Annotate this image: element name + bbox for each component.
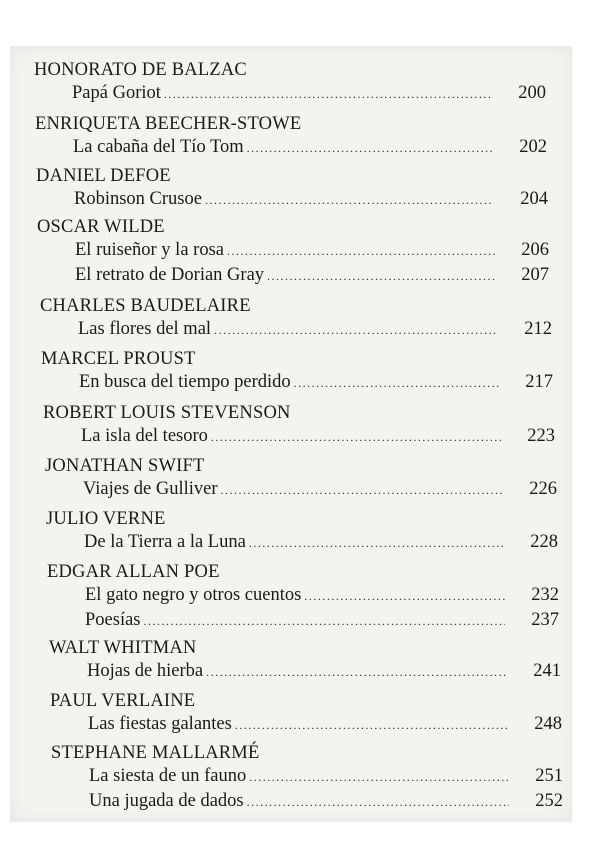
work-line: [37, 238, 549, 263]
work-title: El ruiseñor y la rosa: [75, 240, 224, 260]
dot-leader: [249, 765, 509, 789]
toc-entry-balzac: [34, 59, 546, 106]
toc-entry-baudelaire: [40, 295, 552, 342]
work-line: [40, 317, 552, 342]
dot-leader: [267, 264, 495, 288]
work-line: [47, 583, 559, 608]
work-title: De la Tierra a la Luna: [84, 532, 246, 552]
work-title: En busca del tiempo perdido: [79, 372, 291, 392]
page-number: 202: [519, 137, 547, 157]
dot-leader: [214, 318, 498, 342]
toc-entry-mallarme: [51, 742, 563, 814]
page-number: 217: [525, 372, 553, 392]
page-number: 223: [527, 426, 555, 446]
work-line: [35, 135, 547, 160]
work-line: [51, 789, 563, 814]
author-name: ENRIQUETA BEECHER-STOWE: [35, 114, 302, 134]
dot-leader: [294, 371, 499, 395]
page-number: 206: [521, 240, 549, 260]
work-line: [43, 424, 555, 449]
author-name: EDGAR ALLAN POE: [47, 562, 220, 582]
toc-entry-beecher-stowe: [35, 113, 547, 160]
dot-leader: [304, 584, 505, 608]
author-name: OSCAR WILDE: [37, 217, 165, 237]
page-number: 200: [518, 83, 546, 103]
page-number: 207: [521, 265, 549, 285]
work-title: Papá Goriot: [72, 83, 161, 103]
dot-leader: [206, 660, 507, 684]
author-name: PAUL VERLAINE: [50, 691, 196, 711]
author-name: JONATHAN SWIFT: [45, 456, 205, 476]
work-line: [45, 477, 557, 502]
dot-leader: [247, 136, 493, 160]
work-line: [34, 81, 546, 106]
dot-leader: [211, 425, 501, 449]
work-title: El gato negro y otros cuentos: [85, 585, 302, 605]
page-number: 232: [531, 585, 559, 605]
author-name: HONORATO DE BALZAC: [34, 60, 247, 80]
dot-leader: [249, 531, 504, 555]
work-line: [49, 659, 561, 684]
dot-leader: [205, 188, 494, 212]
toc-entry-stevenson: [43, 402, 555, 449]
author-name: WALT WHITMAN: [49, 638, 197, 658]
page-number: 241: [533, 661, 561, 681]
work-title: El retrato de Dorian Gray: [75, 265, 265, 285]
toc-entry-swift: [45, 455, 557, 502]
page-number: 212: [524, 319, 552, 339]
work-title: Las fiestas galantes: [88, 714, 232, 734]
work-line: [46, 530, 558, 555]
work-title: Hojas de hierba: [87, 661, 204, 681]
work-line: [36, 187, 548, 212]
dot-leader: [221, 478, 503, 502]
page-number: 228: [530, 532, 558, 552]
work-line: [50, 712, 562, 737]
work-line: [37, 263, 549, 288]
page-number: 251: [535, 766, 563, 786]
toc-entry-verlaine: [50, 690, 562, 737]
work-line: [47, 608, 559, 633]
author-name: STEPHANE MALLARMÉ: [51, 743, 260, 763]
author-name: ROBERT LOUIS STEVENSON: [43, 403, 291, 423]
work-title: Las flores del mal: [78, 319, 212, 339]
work-line: [51, 764, 563, 789]
toc-entry-wilde: [37, 216, 549, 288]
page-number: 226: [529, 479, 557, 499]
toc-entry-verne: [46, 508, 558, 555]
work-title: Una jugada de dados: [89, 791, 244, 811]
work-title: Robinson Crusoe: [74, 189, 202, 209]
work-title: Viajes de Gulliver: [83, 479, 218, 499]
page-number: 248: [534, 714, 562, 734]
author-name: JULIO VERNE: [46, 509, 166, 529]
work-title: La siesta de un fauno: [89, 766, 247, 786]
work-title: La cabaña del Tío Tom: [73, 137, 244, 157]
author-name: CHARLES BAUDELAIRE: [40, 296, 251, 316]
page-number: 204: [520, 189, 548, 209]
work-title: Poesías: [85, 610, 141, 630]
dot-leader: [227, 239, 495, 263]
author-name: DANIEL DEFOE: [36, 166, 171, 186]
dot-leader: [235, 713, 508, 737]
dot-leader: [247, 790, 509, 814]
dot-leader: [164, 82, 492, 106]
toc-entry-defoe: [36, 165, 548, 212]
work-line: [41, 370, 553, 395]
page-number: 252: [535, 791, 563, 811]
author-name: MARCEL PROUST: [41, 349, 196, 369]
toc-entry-poe: [47, 561, 559, 633]
work-title: La isla del tesoro: [81, 426, 208, 446]
page-number: 237: [531, 610, 559, 630]
dot-leader: [144, 609, 506, 633]
toc-entry-proust: [41, 348, 553, 395]
toc-entry-whitman: [49, 637, 561, 684]
